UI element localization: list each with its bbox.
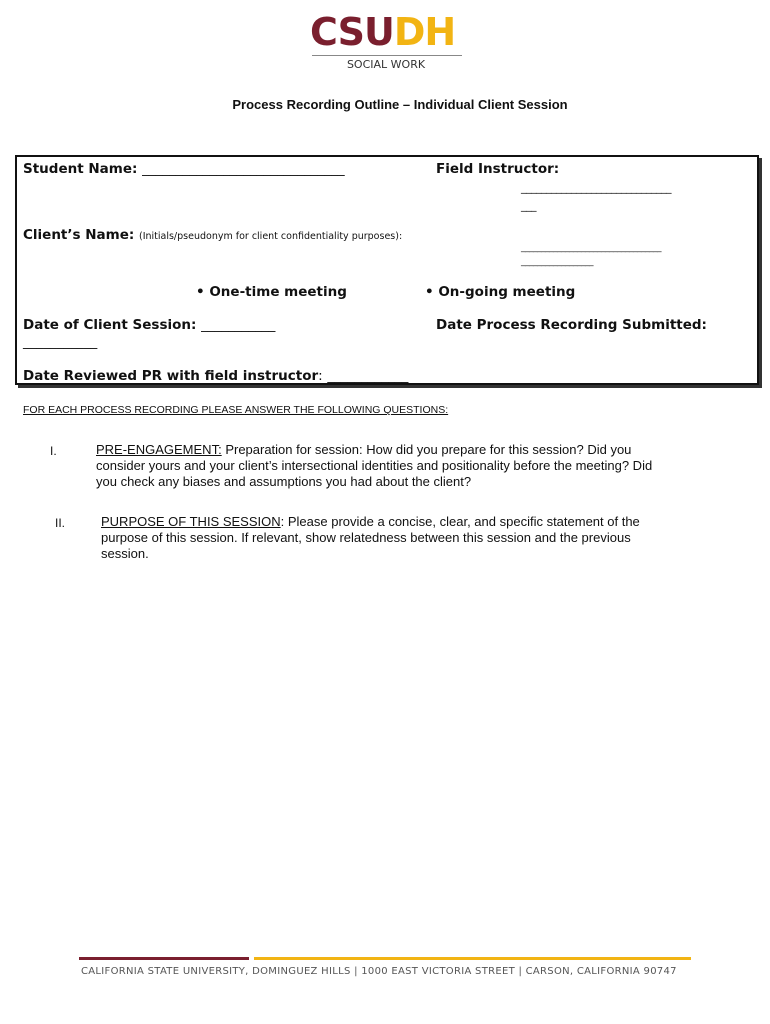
date-reviewed-colon: :	[318, 368, 323, 384]
date-submitted-label: Date Process Recording Submitted:	[436, 317, 707, 333]
client-name-note: (Initials/pseudonym for client confidentiality purposes):	[138, 231, 403, 242]
date-session-label: Date of Client Session:	[23, 317, 197, 333]
logo-dh: DH	[393, 10, 456, 54]
footer-bar-gold	[254, 957, 691, 960]
client-name-blank-cont[interactable]: __________________	[521, 257, 593, 267]
client-name-label: Client’s Name:	[23, 227, 135, 243]
client-name-blank[interactable]: ___________________________________	[521, 243, 661, 253]
logo-csu: CSU	[310, 10, 394, 54]
one-time-meeting-option[interactable]: • One-time meeting	[196, 284, 347, 300]
footer-bar-burgundy	[79, 957, 249, 960]
field-instructor-blank[interactable]: ______________________________	[521, 181, 671, 194]
page-title: Process Recording Outline – Individual Client Session	[232, 97, 568, 112]
question-purpose	[101, 514, 661, 562]
field-instructor-label: Field Instructor:	[436, 161, 560, 177]
student-name-label: Student Name:	[23, 161, 138, 177]
logo-wordmark	[310, 10, 455, 54]
question-pre-engagement	[96, 442, 656, 490]
client-name-field	[23, 227, 402, 243]
student-name-field[interactable]	[23, 161, 345, 177]
ongoing-meeting-option[interactable]: • On-going meeting	[425, 284, 576, 300]
question-text: Preparation for session: How did you prepare for this session? Did you consider yours and your client’s intersectional identities and positionality before the meeting? Did you check any biases and assumptions you had about the client?	[96, 442, 653, 489]
date-session-blank[interactable]: ___________	[201, 317, 276, 333]
date-session-blank-cont[interactable]: ___________	[23, 334, 98, 350]
csudh-logo	[310, 10, 465, 72]
field-instructor-blank-cont[interactable]: ___	[521, 199, 536, 212]
date-session-field[interactable]	[23, 317, 275, 333]
logo-divider	[312, 55, 462, 56]
date-reviewed-label: Date Reviewed PR with field instructor	[23, 368, 319, 384]
student-name-blank[interactable]: ______________________________	[142, 161, 345, 177]
question-heading: PURPOSE OF THIS SESSION	[101, 514, 281, 529]
logo-subtitle: SOCIAL WORK	[346, 58, 426, 71]
instructions-prompt: FOR EACH PROCESS RECORDING PLEASE ANSWER THE FOLLOWING QUESTIONS:	[23, 404, 449, 416]
question-number: I.	[50, 444, 57, 458]
date-reviewed-field[interactable]	[23, 368, 408, 384]
question-heading: PRE-ENGAGEMENT:	[96, 442, 222, 457]
date-reviewed-blank[interactable]: ____________	[327, 368, 409, 384]
question-text: : Please provide a concise, clear, and specific statement of the purpose of this session. If relevant, show relatedness between this session and the previous session.	[101, 514, 640, 561]
client-info-form	[15, 155, 759, 385]
footer-address: CALIFORNIA STATE UNIVERSITY, DOMINGUEZ HILLS | 1000 EAST VICTORIA STREET | CARSON, CALIFORNIA 90747	[81, 966, 677, 977]
question-number: II.	[55, 516, 66, 530]
